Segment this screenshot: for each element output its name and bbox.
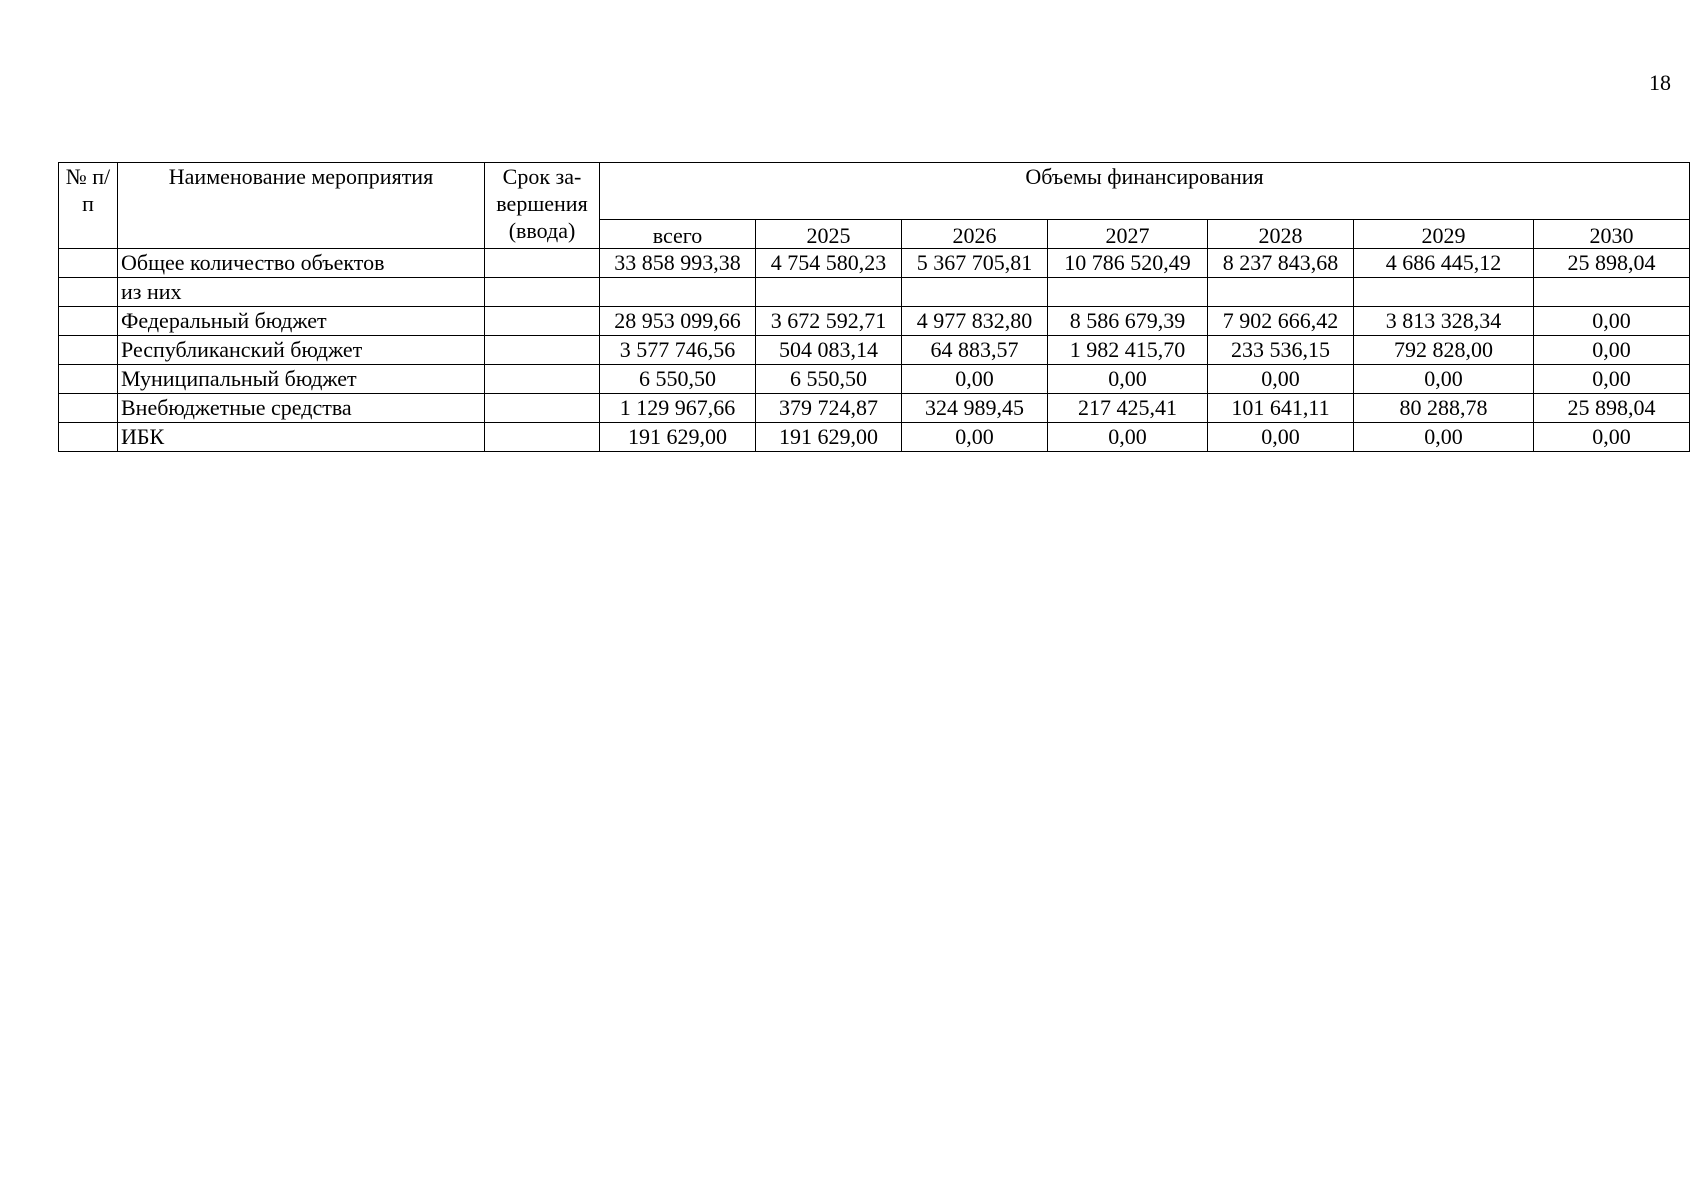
cell-2028: 0,00 — [1208, 365, 1354, 394]
cell-name: Внебюджетные средства — [118, 394, 485, 423]
cell-2026: 0,00 — [902, 423, 1048, 452]
cell-2028: 101 641,11 — [1208, 394, 1354, 423]
cell-2030 — [1534, 278, 1690, 307]
header-name: Наименование мероприятия — [118, 163, 485, 249]
table-row — [59, 423, 1690, 452]
cell-term — [485, 365, 600, 394]
cell-name: Общее количество объектов — [118, 249, 485, 278]
header-number: № п/п — [59, 163, 118, 249]
cell-term — [485, 394, 600, 423]
cell-2028: 7 902 666,42 — [1208, 307, 1354, 336]
cell-term — [485, 249, 600, 278]
table-row — [59, 249, 1690, 278]
cell-2029: 3 813 328,34 — [1354, 307, 1534, 336]
cell-number — [59, 336, 118, 365]
cell-total: 28 953 099,66 — [600, 307, 756, 336]
cell-2027: 217 425,41 — [1048, 394, 1208, 423]
header-year-2030: 2030 — [1534, 220, 1690, 249]
cell-term — [485, 278, 600, 307]
cell-total: 6 550,50 — [600, 365, 756, 394]
cell-name: ИБК — [118, 423, 485, 452]
cell-2030: 25 898,04 — [1534, 394, 1690, 423]
cell-2030: 0,00 — [1534, 336, 1690, 365]
cell-2028 — [1208, 278, 1354, 307]
cell-2026: 0,00 — [902, 365, 1048, 394]
cell-number — [59, 249, 118, 278]
cell-2027: 0,00 — [1048, 423, 1208, 452]
cell-2028: 8 237 843,68 — [1208, 249, 1354, 278]
cell-total: 191 629,00 — [600, 423, 756, 452]
cell-name: Муниципальный бюджет — [118, 365, 485, 394]
cell-2025: 3 672 592,71 — [756, 307, 902, 336]
cell-number — [59, 423, 118, 452]
cell-2028: 0,00 — [1208, 423, 1354, 452]
header-year-2028: 2028 — [1208, 220, 1354, 249]
header-year-2029: 2029 — [1354, 220, 1534, 249]
cell-total — [600, 278, 756, 307]
cell-total: 1 129 967,66 — [600, 394, 756, 423]
header-year-2026: 2026 — [902, 220, 1048, 249]
cell-term — [485, 307, 600, 336]
cell-name: Федеральный бюджет — [118, 307, 485, 336]
cell-2027: 1 982 415,70 — [1048, 336, 1208, 365]
cell-2025: 6 550,50 — [756, 365, 902, 394]
cell-2029: 0,00 — [1354, 365, 1534, 394]
header-funding: Объемы финансирования — [600, 163, 1690, 220]
cell-2029: 0,00 — [1354, 423, 1534, 452]
header-total: всего — [600, 220, 756, 249]
cell-2026 — [902, 278, 1048, 307]
header-year-2027: 2027 — [1048, 220, 1208, 249]
financing-table — [58, 162, 1690, 452]
cell-2029: 792 828,00 — [1354, 336, 1534, 365]
cell-2025: 504 083,14 — [756, 336, 902, 365]
table-row — [59, 394, 1690, 423]
cell-number — [59, 365, 118, 394]
cell-2027: 0,00 — [1048, 365, 1208, 394]
header-completion-term: Срок за- вершения (ввода) — [485, 163, 600, 249]
cell-name: Республиканский бюджет — [118, 336, 485, 365]
header-year-2025: 2025 — [756, 220, 902, 249]
cell-2030: 0,00 — [1534, 365, 1690, 394]
table-row — [59, 278, 1690, 307]
cell-2025: 4 754 580,23 — [756, 249, 902, 278]
cell-number — [59, 394, 118, 423]
cell-2030: 0,00 — [1534, 307, 1690, 336]
cell-2029 — [1354, 278, 1534, 307]
cell-2026: 5 367 705,81 — [902, 249, 1048, 278]
cell-2025: 379 724,87 — [756, 394, 902, 423]
cell-2029: 80 288,78 — [1354, 394, 1534, 423]
cell-2026: 64 883,57 — [902, 336, 1048, 365]
cell-2026: 324 989,45 — [902, 394, 1048, 423]
cell-2025 — [756, 278, 902, 307]
cell-number — [59, 307, 118, 336]
table-row — [59, 365, 1690, 394]
cell-2030: 25 898,04 — [1534, 249, 1690, 278]
table-row — [59, 336, 1690, 365]
cell-2029: 4 686 445,12 — [1354, 249, 1534, 278]
cell-2025: 191 629,00 — [756, 423, 902, 452]
cell-name: из них — [118, 278, 485, 307]
table-row — [59, 307, 1690, 336]
cell-term — [485, 423, 600, 452]
cell-2027 — [1048, 278, 1208, 307]
cell-2030: 0,00 — [1534, 423, 1690, 452]
cell-total: 33 858 993,38 — [600, 249, 756, 278]
cell-2026: 4 977 832,80 — [902, 307, 1048, 336]
cell-number — [59, 278, 118, 307]
cell-term — [485, 336, 600, 365]
page-number: 18 — [1649, 70, 1671, 95]
cell-2027: 10 786 520,49 — [1048, 249, 1208, 278]
cell-2028: 233 536,15 — [1208, 336, 1354, 365]
cell-2027: 8 586 679,39 — [1048, 307, 1208, 336]
cell-total: 3 577 746,56 — [600, 336, 756, 365]
